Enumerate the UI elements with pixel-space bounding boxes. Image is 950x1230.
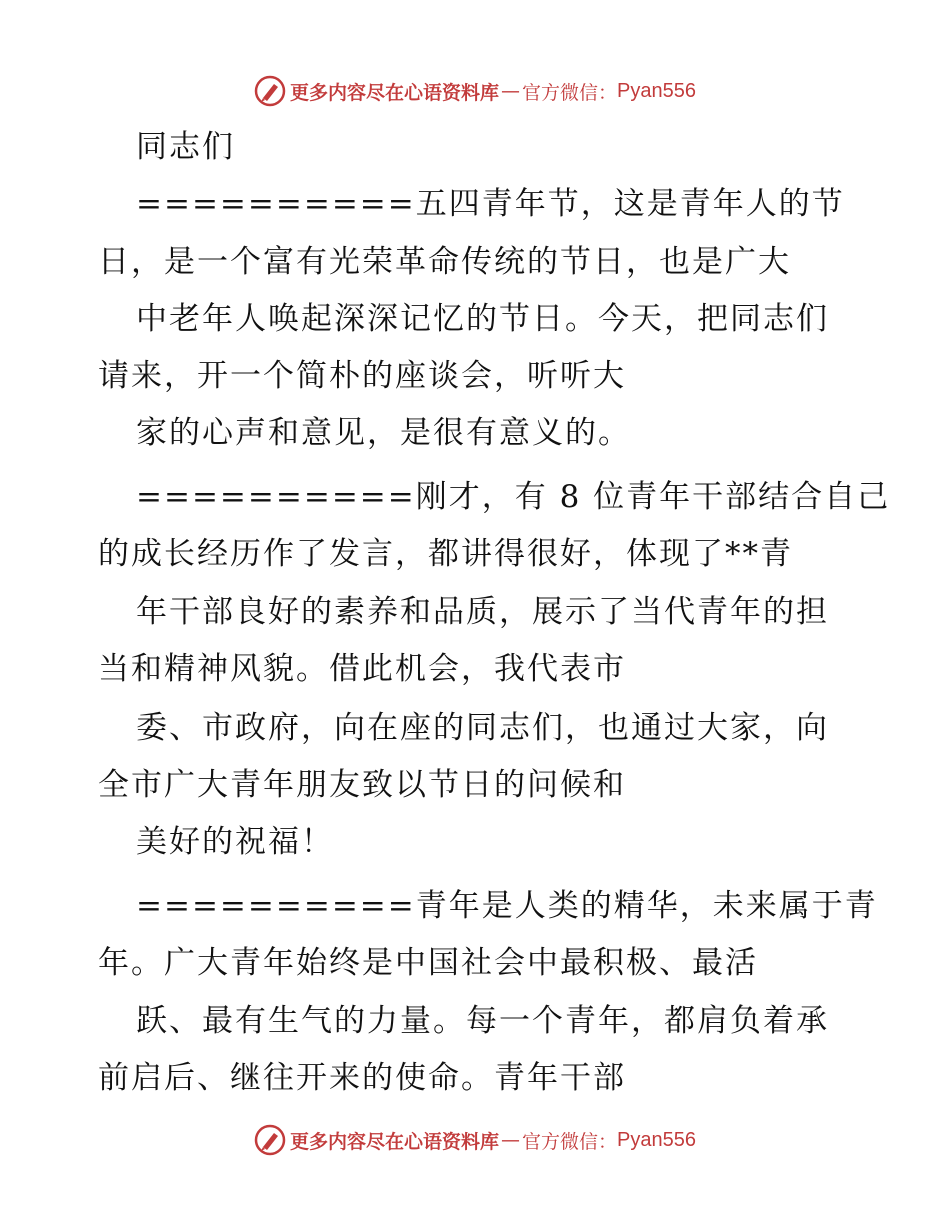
text-line: 全市广大青年朋友致以节日的问候和 (98, 767, 626, 803)
text-line: ==========五四青年节，这是青年人的节 (136, 186, 845, 222)
watermark-label: 官方微信： (522, 1130, 618, 1153)
text-line: 中老年人唤起深深记忆的节日。今天，把同志们 (136, 301, 829, 337)
text-line: 委、市政府，向在座的同志们，也通过大家，向 (136, 710, 829, 746)
text-line: 前启后、继往开来的使命。青年干部 (98, 1060, 626, 1096)
pen-logo-icon (254, 75, 286, 107)
watermark-text: 更多内容尽在心语资料库 (290, 1130, 500, 1153)
text-line: 的成长经历作了发言，都讲得很好，体现了**青 (98, 536, 793, 572)
watermark-dash: — (501, 1129, 521, 1151)
watermark-wechat-id: Pyan556 (617, 1128, 696, 1151)
text-line: 年干部良好的素养和品质，展示了当代青年的担 (136, 594, 829, 630)
pen-logo-icon (254, 1124, 286, 1156)
header-watermark (0, 71, 950, 111)
text-line: 请来，开一个简朴的座谈会，听听大 (98, 358, 626, 394)
watermark-wechat-id: Pyan556 (617, 79, 696, 102)
text-line: 家的心声和意见，是很有意义的。 (136, 415, 631, 451)
text-line: 年。广大青年始终是中国社会中最积极、最活 (98, 945, 758, 981)
watermark-label: 官方微信： (522, 81, 618, 104)
text-line: 日，是一个富有光荣革命传统的节日，也是广大 (98, 244, 791, 280)
text-line: ==========青年是人类的精华，未来属于青 (136, 888, 878, 924)
text-line: 跃、最有生气的力量。每一个青年，都肩负着承 (136, 1003, 829, 1039)
watermark-text: 更多内容尽在心语资料库 (290, 81, 500, 104)
text-line: 美好的祝福！ (136, 824, 334, 860)
text-line: ==========刚才，有 8 位青年干部结合自己 (136, 479, 891, 515)
footer-watermark (0, 1120, 950, 1160)
text-line: 同志们 (136, 129, 235, 165)
watermark-dash: — (501, 80, 521, 102)
text-line: 当和精神风貌。借此机会，我代表市 (98, 651, 626, 687)
